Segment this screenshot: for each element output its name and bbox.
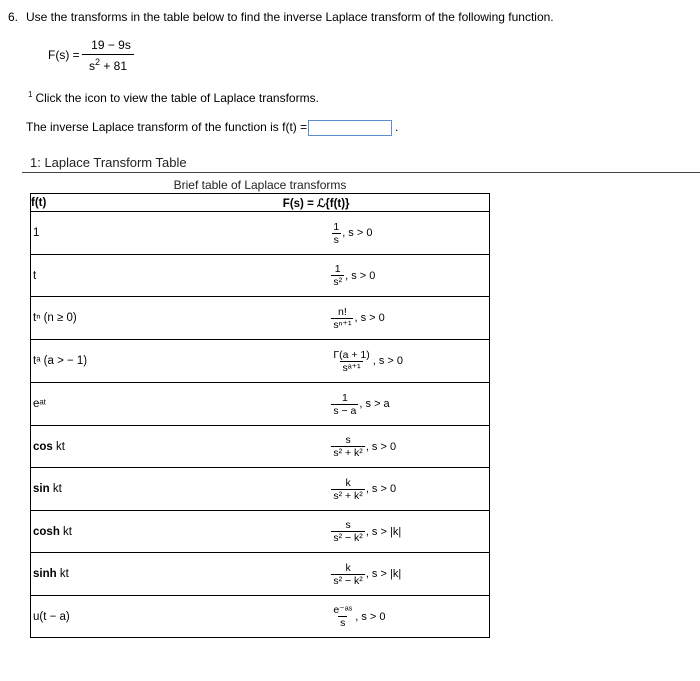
- ft-cell: u(t − a): [31, 596, 104, 638]
- fs-cell: [103, 426, 489, 468]
- answer-prefix: The inverse Laplace transform of the function is f(t) =: [26, 120, 308, 135]
- table-row: [31, 426, 490, 468]
- fs-condition: , s > 0: [354, 312, 385, 324]
- fs-numerator: 1: [333, 220, 340, 233]
- fs-denominator: s: [340, 617, 346, 629]
- fs-condition: , s > 0: [342, 227, 373, 239]
- function-fraction: [82, 38, 134, 73]
- fs-condition: , s > 0: [365, 440, 397, 453]
- fs-condition: , s > 0: [345, 269, 376, 282]
- fs-denominator: s² − k²: [333, 574, 363, 587]
- answer-line: [26, 120, 398, 136]
- fs-fraction: [331, 306, 353, 331]
- fs-denominator: s − a: [333, 404, 357, 417]
- fs-denominator: s² − k²: [333, 532, 363, 544]
- fs-cell: [103, 255, 489, 297]
- ft-cell: sinh kt: [31, 553, 104, 596]
- function-denominator: $s^2 + 81$: [88, 57, 128, 73]
- ft-cell: eᵃᵗ: [31, 383, 104, 426]
- fs-fraction: [331, 349, 371, 374]
- table-row: [31, 340, 490, 383]
- function-label: F(s) =: [48, 48, 80, 62]
- fs-condition: , s > 0: [355, 610, 386, 623]
- fs-denominator: s²: [333, 276, 343, 288]
- fs-cell: [103, 596, 489, 638]
- fs-fraction: [331, 562, 364, 587]
- function-numerator: 19 − 9s: [91, 38, 131, 52]
- ft-cell: tᵃ (a > − 1): [31, 340, 104, 383]
- fs-denominator: s² + k²: [333, 447, 363, 459]
- fs-fraction: [331, 604, 354, 629]
- table-row: [31, 383, 490, 426]
- ft-cell: sin kt: [31, 468, 104, 511]
- section-divider: [22, 172, 700, 173]
- header-ft: f(t): [31, 194, 104, 212]
- section-title: 1: Laplace Transform Table: [30, 155, 187, 170]
- fs-cell: [103, 212, 489, 255]
- fs-condition: , s > a: [359, 398, 390, 410]
- fs-denominator: sⁿ⁺¹: [333, 318, 352, 331]
- fs-fraction: [331, 392, 358, 417]
- fs-condition: , s > |k|: [365, 568, 402, 580]
- fs-condition: , s > 0: [365, 483, 397, 495]
- fs-condition: , s > |k|: [365, 525, 402, 538]
- table-row: [31, 596, 490, 638]
- fs-numerator: n!: [338, 305, 347, 318]
- laplace-table: [30, 193, 490, 638]
- ft-cell: 1: [31, 212, 104, 255]
- table-row: [31, 255, 490, 297]
- table-row: [31, 297, 490, 340]
- ft-cell: cos kt: [31, 426, 104, 468]
- answer-suffix: .: [395, 120, 399, 135]
- fs-fraction: [331, 477, 364, 502]
- table-row: [31, 212, 490, 255]
- fs-numerator: s: [345, 519, 351, 531]
- ft-cell: t: [31, 255, 104, 297]
- fs-cell: [103, 511, 489, 553]
- table-caption: Brief table of Laplace transforms: [173, 178, 347, 192]
- question-prompt: Use the transforms in the table below to find the inverse Laplace transform of the following function.: [26, 10, 554, 24]
- fraction-bar: [82, 54, 134, 55]
- fs-cell: [103, 468, 489, 511]
- fs-numerator: k: [345, 561, 351, 574]
- fs-fraction: [331, 221, 341, 246]
- table-row: [31, 468, 490, 511]
- fs-fraction: [331, 519, 364, 544]
- fs-cell: [103, 383, 489, 426]
- ft-cell: tⁿ (n ≥ 0): [31, 297, 104, 340]
- fs-condition: , s > 0: [372, 355, 404, 367]
- fs-denominator: sᵃ⁺¹: [342, 361, 361, 374]
- table-link-note[interactable]: [28, 90, 319, 105]
- fs-numerator: s: [345, 434, 351, 446]
- fs-cell: [103, 553, 489, 596]
- table-link-text: Click the icon to view the table of Laplace transforms.: [35, 91, 319, 105]
- table-header-row: [31, 194, 490, 212]
- fs-numerator: Γ(a + 1): [333, 348, 370, 361]
- footnote-marker: 1: [28, 90, 33, 99]
- table-row: [31, 553, 490, 596]
- fs-cell: [103, 340, 489, 383]
- fs-cell: [103, 297, 489, 340]
- fs-fraction: [331, 263, 344, 288]
- header-fs: F(s) = ℒ{f(t)}: [103, 194, 489, 212]
- answer-input[interactable]: [308, 120, 392, 136]
- fs-denominator: s: [333, 233, 339, 246]
- fs-denominator: s² + k²: [333, 489, 363, 502]
- question-number: 6.: [8, 10, 19, 24]
- fs-numerator: 1: [341, 391, 348, 404]
- fs-fraction: [331, 434, 364, 459]
- fs-numerator: e⁻ᵃˢ: [333, 604, 353, 616]
- fs-numerator: k: [345, 476, 351, 489]
- table-row: [31, 511, 490, 553]
- ft-cell: cosh kt: [31, 511, 104, 553]
- fs-numerator: 1: [334, 263, 341, 275]
